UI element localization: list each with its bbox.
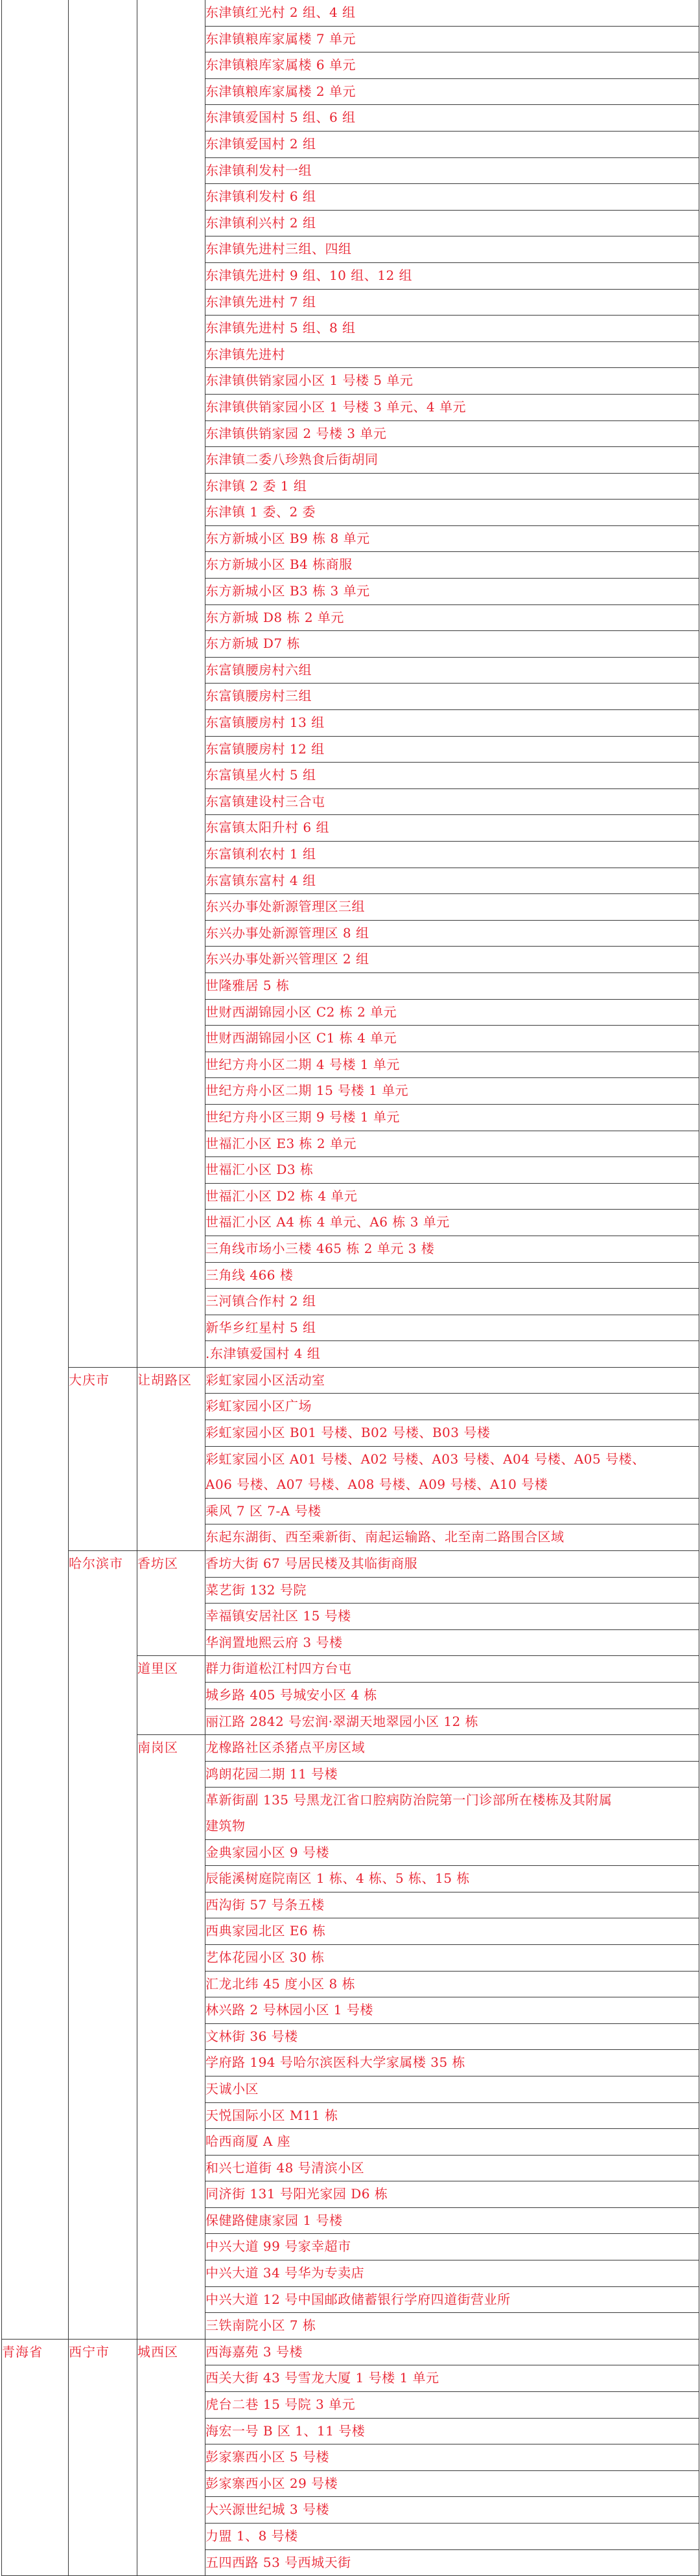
address-cell: 城乡路 405 号城安小区 4 栋: [205, 1683, 699, 1709]
address-cell: 彩虹家园小区活动室: [205, 1367, 699, 1394]
district-cell: 城西区: [137, 2339, 205, 2575]
address-cell: [205, 1446, 699, 1498]
address-cell: 力盟 1、8 号楼: [205, 2524, 699, 2550]
address-cell: 天诚小区: [205, 2076, 699, 2102]
address-cell: 东津镇爱国村 2 组: [205, 131, 699, 157]
address-cell: 世隆雅居 5 栋: [205, 972, 699, 999]
address-cell: 东富镇东富村 4 组: [205, 868, 699, 894]
address-cell: 东津镇粮库家属楼 2 单元: [205, 78, 699, 105]
city-cell: 哈尔滨市: [69, 1551, 137, 2340]
address-cell: 天悦国际小区 M11 栋: [205, 2102, 699, 2129]
district-cell: 让胡路区: [137, 1367, 205, 1550]
address-cell: 新华乡红星村 5 组: [205, 1315, 699, 1341]
district-cell: [137, 0, 205, 1367]
table-row: [2, 1367, 699, 1394]
address-cell: 东方新城小区 B3 栋 3 单元: [205, 579, 699, 605]
address-line: 彩虹家园小区 A01 号楼、A02 号楼、A03 号楼、A04 号楼、A05 号楼、: [205, 1451, 646, 1467]
address-cell: 三角线市场小三楼 465 栋 2 单元 3 楼: [205, 1236, 699, 1262]
address-cell: 东津镇先进村 7 组: [205, 289, 699, 316]
address-cell: 中兴大道 34 号华为专卖店: [205, 2260, 699, 2287]
address-cell: 群力街道松江村四方台屯: [205, 1656, 699, 1683]
address-cell: 东兴办事处新源管理区 8 组: [205, 920, 699, 947]
address-cell: 海宏一号 B 区 1、11 号楼: [205, 2418, 699, 2444]
address-cell: 东富镇建设村三合屯: [205, 788, 699, 815]
address-cell: [205, 1788, 699, 1839]
address-cell: 世财西湖锦园小区 C2 栋 2 单元: [205, 999, 699, 1026]
district-cell: 南岗区: [137, 1735, 205, 2340]
address-cell: 中兴大道 12 号中国邮政储蓄银行学府四道街营业所: [205, 2286, 699, 2313]
address-cell: 西关大街 43 号雪龙大厦 1 号楼 1 单元: [205, 2365, 699, 2392]
address-cell: 鸿朗花园二期 11 号楼: [205, 1761, 699, 1788]
address-line: 革新街副 135 号黑龙江省口腔病防治院第一门诊部所在楼栋及其附属: [205, 1792, 612, 1808]
city-cell: 大庆市: [69, 1367, 137, 1550]
address-cell: 汇龙北纬 45 度小区 8 栋: [205, 1971, 699, 1997]
address-cell: 世纪方舟小区三期 9 号楼 1 单元: [205, 1104, 699, 1131]
address-cell: 学府路 194 号哈尔滨医科大学家属楼 35 栋: [205, 2050, 699, 2076]
address-cell: 菜艺街 132 号院: [205, 1577, 699, 1604]
address-cell: 彩虹家园小区 B01 号楼、B02 号楼、B03 号楼: [205, 1420, 699, 1447]
address-cell: 香坊大街 67 号居民楼及其临街商服: [205, 1551, 699, 1578]
district-cell: 道里区: [137, 1656, 205, 1735]
address-cell: 世福汇小区 E3 栋 2 单元: [205, 1131, 699, 1157]
address-cell: 世财西湖锦园小区 C1 栋 4 单元: [205, 1026, 699, 1052]
address-cell: 东津镇先进村 5 组、8 组: [205, 316, 699, 342]
address-cell: 保健路健康家园 1 号楼: [205, 2207, 699, 2234]
address-cell: 东富镇腰房村 12 组: [205, 736, 699, 763]
address-cell: 世福汇小区 D3 栋: [205, 1157, 699, 1184]
address-cell: 东津镇红光村 2 组、4 组: [205, 0, 699, 26]
address-cell: 东津镇粮库家属楼 6 单元: [205, 52, 699, 79]
address-cell: 东富镇腰房村 13 组: [205, 710, 699, 737]
address-cell: 东起东湖街、西至乘新街、南起运输路、北至南二路围合区域: [205, 1524, 699, 1551]
address-cell: 世福汇小区 A4 栋 4 单元、A6 栋 3 单元: [205, 1210, 699, 1236]
address-cell: 东津镇爱国村 5 组、6 组: [205, 105, 699, 132]
address-cell: 彭家寨西小区 29 号楼: [205, 2470, 699, 2497]
address-cell: 三铁南院小区 7 栋: [205, 2313, 699, 2340]
address-cell: 世纪方舟小区二期 15 号楼 1 单元: [205, 1078, 699, 1105]
address-cell: 哈西商厦 A 座: [205, 2129, 699, 2156]
table-row: [2, 2339, 699, 2365]
address-cell: 五四西路 53 号西城天街: [205, 2549, 699, 2576]
address-cell: 西海嘉苑 3 号楼: [205, 2339, 699, 2365]
address-cell: 金典家园小区 9 号楼: [205, 1839, 699, 1866]
address-line: A06 号楼、A07 号楼、A08 号楼、A09 号楼、A10 号楼: [205, 1477, 548, 1493]
address-cell: 东津镇先进村: [205, 341, 699, 368]
address-cell: 虎台二巷 15 号院 3 单元: [205, 2392, 699, 2419]
address-cell: 东方新城小区 B9 栋 8 单元: [205, 525, 699, 552]
address-cell: 辰能溪树庭院南区 1 栋、4 栋、5 栋、15 栋: [205, 1866, 699, 1892]
address-cell: 东津镇供销家园小区 1 号楼 5 单元: [205, 368, 699, 395]
address-cell: 彩虹家园小区广场: [205, 1394, 699, 1420]
address-cell: 和兴七道街 48 号清滨小区: [205, 2155, 699, 2181]
address-cell: 华润置地熙云府 3 号楼: [205, 1629, 699, 1656]
address-cell: 同济街 131 号阳光家园 D6 栋: [205, 2181, 699, 2208]
address-cell: 东富镇太阳升村 6 组: [205, 815, 699, 842]
address-cell: 中兴大道 99 号家幸超市: [205, 2234, 699, 2260]
address-cell: 乘风 7 区 7-A 号楼: [205, 1498, 699, 1524]
address-cell: 艺体花园小区 30 栋: [205, 1944, 699, 1971]
address-cell: 东兴办事处新兴管理区 2 组: [205, 947, 699, 973]
table-row: [2, 0, 699, 26]
table-body: [2, 0, 699, 2576]
address-cell: 东津镇利发村 6 组: [205, 184, 699, 211]
address-cell: 东津镇先进村三组、四组: [205, 236, 699, 263]
address-cell: 东兴办事处新源管理区三组: [205, 894, 699, 921]
address-cell: 林兴路 2 号林园小区 1 号楼: [205, 1997, 699, 2024]
province-cell: 青海省: [2, 2339, 69, 2575]
address-cell: 东富镇利农村 1 组: [205, 842, 699, 868]
address-cell: 幸福镇安居社区 15 号楼: [205, 1604, 699, 1630]
address-cell: .东津镇爱国村 4 组: [205, 1341, 699, 1368]
address-cell: 文林街 36 号楼: [205, 2023, 699, 2050]
address-cell: 东津镇粮库家属楼 7 单元: [205, 26, 699, 52]
address-cell: 三河镇合作村 2 组: [205, 1289, 699, 1315]
address-cell: 东津镇供销家园 2 号楼 3 单元: [205, 420, 699, 447]
address-cell: 东富镇星火村 5 组: [205, 763, 699, 789]
address-cell: 东津镇利兴村 2 组: [205, 210, 699, 236]
address-cell: 东津镇 1 委、2 委: [205, 500, 699, 526]
address-cell: 东津镇 2 委 1 组: [205, 473, 699, 500]
address-line: 建筑物: [205, 1817, 246, 1834]
city-cell: 西宁市: [69, 2339, 137, 2575]
address-cell: 世纪方舟小区二期 4 号楼 1 单元: [205, 1052, 699, 1078]
address-cell: 丽江路 2842 号宏润·翠湖天地翠园小区 12 栋: [205, 1708, 699, 1735]
city-cell: [69, 0, 137, 1367]
address-cell: 东津镇供销家园小区 1 号楼 3 单元、4 单元: [205, 394, 699, 420]
province-cell: [2, 0, 69, 2339]
address-cell: 东富镇腰房村三组: [205, 684, 699, 710]
address-cell: 东方新城 D7 栋: [205, 631, 699, 658]
address-cell: 东方新城 D8 栋 2 单元: [205, 604, 699, 631]
address-cell: 龙橡路社区杀猪点平房区域: [205, 1735, 699, 1762]
address-cell: 三角线 466 楼: [205, 1262, 699, 1289]
table-row: [2, 1551, 699, 1578]
address-cell: 东富镇腰房村六组: [205, 657, 699, 684]
address-cell: 东津镇先进村 9 组、10 组、12 组: [205, 262, 699, 289]
address-cell: 东方新城小区 B4 栋商服: [205, 552, 699, 579]
address-cell: 东津镇利发村一组: [205, 157, 699, 184]
address-cell: 彭家寨西小区 5 号楼: [205, 2444, 699, 2471]
address-cell: 西典家园北区 E6 栋: [205, 1918, 699, 1945]
address-cell: 东津镇二委八珍熟食后街胡同: [205, 447, 699, 474]
address-cell: 大兴源世纪城 3 号楼: [205, 2497, 699, 2524]
address-cell: 世福汇小区 D2 栋 4 单元: [205, 1183, 699, 1210]
address-cell: 西沟街 57 号条五楼: [205, 1892, 699, 1918]
district-cell: 香坊区: [137, 1551, 205, 1656]
risk-area-table: [1, 0, 699, 2576]
